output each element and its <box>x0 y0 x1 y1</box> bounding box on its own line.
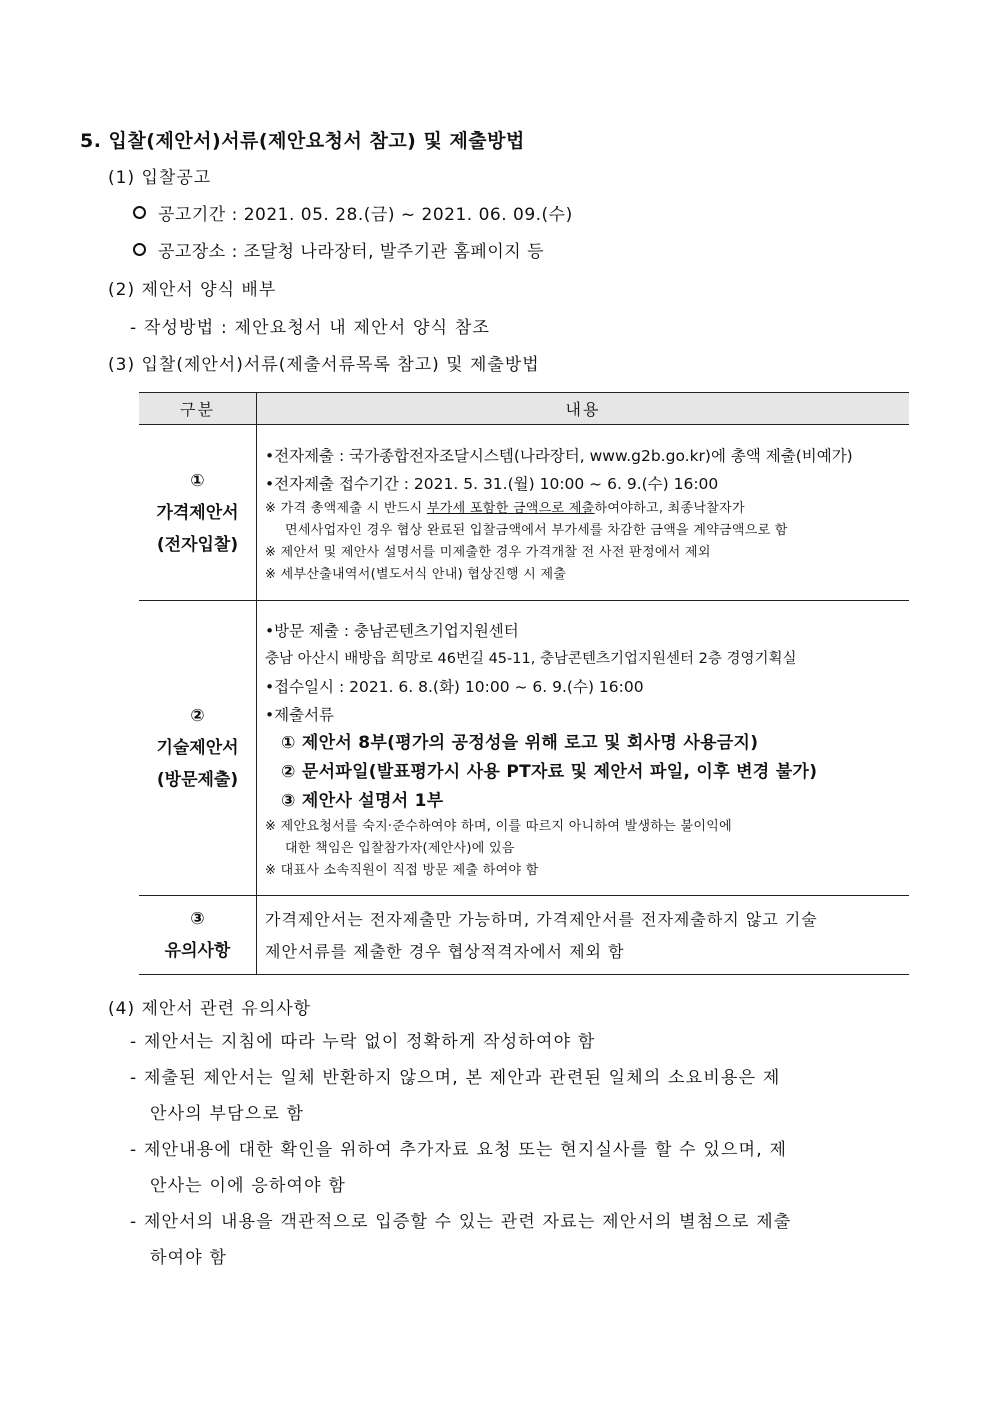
list-item-continued: 안사의 부담으로 함 <box>150 1104 305 1124</box>
subsection-2-title: (2) 제안서 양식 배부 <box>108 280 277 300</box>
price-proposal-content: •전자제출 : 국가종합전자조달시스템(나라장터, www.g2b.go.kr)에 총액 제출(비예가) •전자제출 접수기간 : 2021. 5. 31.(월) 10:00 ~ 6. 9.(수) 16:00 ※ 가격 총액제출 시 반드시 부가세 포함한 금액으로 제출하여야하고, 최종낙찰자가 면세사업자인 경우 협상 완료된 입찰금액에서 부가세를 차감한 금액을 계약금액으로 함 ※ 제안서 및 제안사 설명서를 미제출한 경우 가격개찰 전 사전 판정에서 제외 ※ 세부산출내역서(별도서식 안내) 협상진행 시 제출 <box>257 425 910 601</box>
circle-bullet-icon <box>133 243 146 256</box>
list-item-continued: 안사는 이에 응하여야 함 <box>150 1176 347 1196</box>
table-row-notes <box>139 896 909 975</box>
submission-doc-item: ② 문서파일(발표평가시 사용 PT자료 및 제안서 파일, 이후 변경 불가) <box>281 761 818 782</box>
table-row-price-proposal <box>139 425 909 601</box>
notes-content: 가격제안서는 전자제출만 가능하며, 가격제안서를 전자제출하지 않고 기술 제안서류를 제출한 경우 협상적격자에서 제외 함 <box>257 896 910 975</box>
header-content: 내용 <box>257 393 910 425</box>
subsection-3-title: (3) 입찰(제안서)서류(제출서류목록 참고) 및 제출방법 <box>108 355 540 375</box>
subsection-1-title: (1) 입찰공고 <box>108 168 212 188</box>
list-item: - 제출된 제안서는 일체 반환하지 않으며, 본 제안과 관련된 일체의 소요비용은 제 <box>130 1068 781 1088</box>
technical-proposal-content: •방문 제출 : 충남콘텐츠기업지원센터 충남 아산시 배방읍 희망로 46번길 45-11, 충남콘텐츠기업지원센터 2층 경영기획실 •접수일시 : 2021. 6. 8.(화) 10:00 ~ 6. 9.(수) 16:00 •제출서류 ① 제안서 8부(평가의 공정성을 위해 로고 및 회사명 사용금지) ② 문서파일(발표평가시 사용 PT자료 및 제안서 파일, 이후 변경 불가) ③ 제안사 설명서 1부 ※ 제안요청서를 숙지·준수하여야 하며, 이를 따르지 아니하여 발생하는 불이익에 대한 책임은 입찰참가자(제안사)에 있음 ※ 대표사 소속직원이 직접 방문 제출 하여야 함 <box>257 601 910 896</box>
subsection-4-title: (4) 제안서 관련 유의사항 <box>108 999 312 1019</box>
proposal-notes-list <box>130 1024 910 1276</box>
submission-doc-item: ① 제안서 8부(평가의 공정성을 위해 로고 및 회사명 사용금지) <box>281 732 759 753</box>
circle-bullet-icon <box>133 206 146 219</box>
section-title: 5. 입찰(제안서)서류(제안요청서 참고) 및 제출방법 <box>80 130 525 152</box>
writing-method: - 작성방법 : 제안요청서 내 제안서 양식 참조 <box>130 318 491 338</box>
table-header-row <box>139 393 909 425</box>
list-item: - 제안서는 지침에 따라 누락 없이 정확하게 작성하여야 함 <box>130 1032 596 1052</box>
announcement-period: 공고기간 : 2021. 05. 28.(금) ~ 2021. 06. 09.(수) <box>133 200 573 225</box>
announcement-place: 공고장소 : 조달청 나라장터, 발주기관 홈페이지 등 <box>133 237 544 262</box>
submission-table <box>139 392 909 975</box>
header-category: 구분 <box>139 393 257 425</box>
submission-doc-item: ③ 제안사 설명서 1부 <box>281 790 444 811</box>
price-proposal-label: ① 가격제안서 (전자입찰) <box>139 425 257 601</box>
list-item: - 제안내용에 대한 확인을 위하여 추가자료 요청 또는 현지실사를 할 수 있으며, 제 <box>130 1140 788 1160</box>
list-item: - 제안서의 내용을 객관적으로 입증할 수 있는 관련 자료는 제안서의 별첨으로 제출 <box>130 1212 792 1232</box>
technical-proposal-label: ② 기술제안서 (방문제출) <box>139 601 257 896</box>
notes-label: ③ 유의사항 <box>139 896 257 975</box>
table-row-technical-proposal <box>139 601 909 896</box>
list-item-continued: 하여야 함 <box>150 1248 228 1268</box>
